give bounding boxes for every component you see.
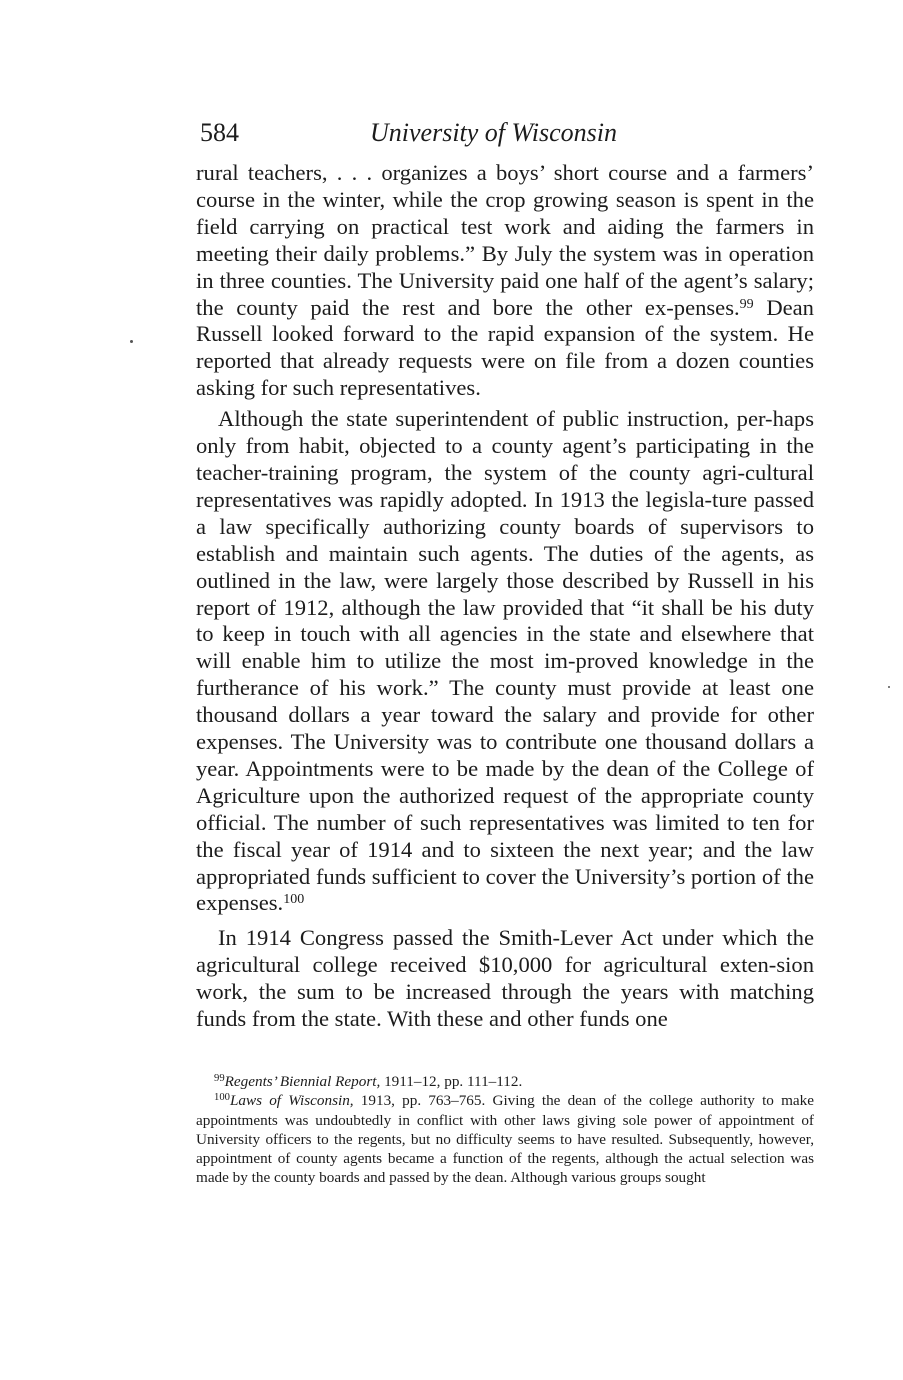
footnote-100-number: 100 <box>214 1092 230 1104</box>
footnote-ref-100: 100 <box>283 892 305 908</box>
footnote-99 <box>196 1072 814 1091</box>
footnote-100-title: Laws of Wisconsin, <box>229 1092 354 1110</box>
scan-speck <box>888 686 890 688</box>
page-number: 584 <box>200 118 239 147</box>
footnote-100-text: 1913, pp. 763–765. Giving the dean of the college authority to make appointments was undoubtedly in conflict with other laws giving sole power of appointment of University officers to the regents, but no difficulty seems to have resulted. Subsequently, however, appointment of county agents became a function of the regents, although the actual selection was made by the county boards and passed by the dean. Although various groups sought <box>196 1092 814 1187</box>
page-header <box>200 118 812 158</box>
running-title: University of Wisconsin <box>370 118 617 147</box>
paragraph-1-text-b: Dean Russell looked forward to the rapid expansion of the system. He reported that already requests were on file from a dozen counties asking for such representatives. <box>196 294 814 401</box>
footnote-99-text: 1911–12, pp. 111–112. <box>380 1073 523 1090</box>
footnote-100 <box>196 1091 814 1187</box>
paragraph-1-text-a: rural teachers, . . . organizes a boys’ short course and a farmers’ course in the winter, while the crop growing season is spent in the field carrying on practical test work and aiding the farmers in meeting their daily problems.” By July the system was in operation in three counties. The University paid one half of the agent’s salary; the county paid the rest and bore the other ex-penses. <box>196 160 814 320</box>
footnote-99-title: Regents’ Biennial Report, <box>224 1073 381 1090</box>
footnote-99-number: 99 <box>214 1073 225 1085</box>
paragraph-1 <box>196 160 814 402</box>
paragraph-3: In 1914 Congress passed the Smith-Lever Act under which the agricultural college received $10,000 for agricultural exten-sion work, the sum to be increased through the years with matching funds from the state. With these and other funds one <box>196 925 814 1032</box>
body-text <box>196 160 814 1033</box>
paragraph-2-text: Although the state superintendent of public instruction, per-haps only from habit, objected to a county agent’s participating in the teacher-training program, the system of the county agri-cultural representatives was rapidly adopted. In 1913 the legisla-ture passed a law specifically authorizing county boards of supervisors to establish and maintain such agents. The duties of the agents, as outlined in the law, were largely those described by Russell in his report of 1912, although the law provided that “it shall be his duty to keep in touch with all agencies in the state and elsewhere that will enable him to utilize the most im-proved knowledge in the furtherance of his work.” The county must provide at least one thousand dollars a year toward the salary and provide for other expenses. The University was to contribute one thousand dollars a year. Appointments were to be made by the dean of the College of Agriculture upon the authorized request of the appropriate county official. The number of such representatives was limited to ten for the fiscal year of 1914 and to sixteen the next year; and the law appropriated funds sufficient to cover the University’s portion of the expenses. <box>196 406 814 916</box>
footnote-ref-99: 99 <box>739 296 754 312</box>
footnotes <box>196 1072 814 1188</box>
scan-speck <box>130 340 133 343</box>
paragraph-2 <box>196 406 814 917</box>
